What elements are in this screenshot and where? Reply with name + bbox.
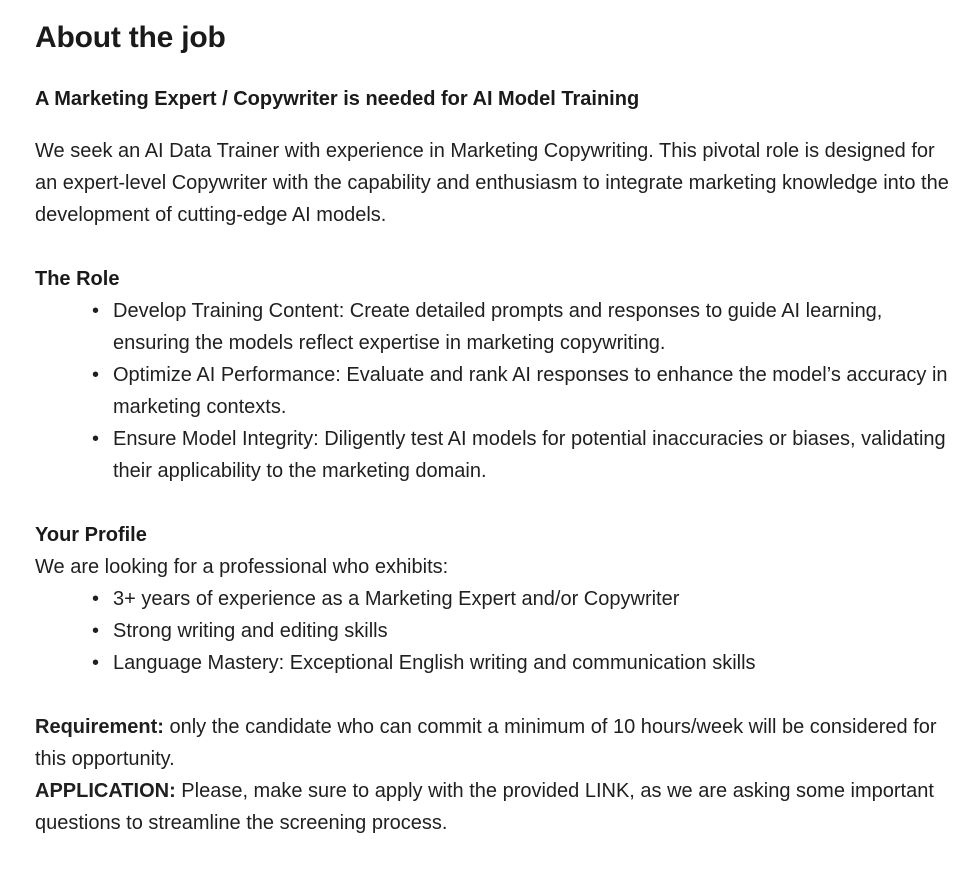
bullet-icon: • — [92, 620, 100, 642]
profile-list — [35, 583, 955, 679]
list-item — [92, 583, 955, 615]
list-item — [92, 615, 955, 647]
bullet-icon: • — [92, 652, 100, 674]
list-item-text: Strong writing and editing skills — [113, 620, 388, 642]
intro-paragraph: We seek an AI Data Trainer with experience in Marketing Copywriting. This pivotal role is designed for an expert-level Copywriter with the capability and enthusiasm to integrate marketing knowledge into the development of cutting-edge AI models. — [35, 140, 949, 226]
profile-heading: Your Profile — [35, 524, 147, 546]
page-title: About the job — [35, 21, 226, 54]
list-item-text: Ensure Model Integrity: Diligently test AI models for potential inaccuracies or biases, validating their applicability to the marketing domain. — [113, 428, 946, 482]
bullet-icon: • — [92, 588, 100, 610]
bullet-icon: • — [92, 428, 100, 450]
list-item-text: Optimize AI Performance: Evaluate and rank AI responses to enhance the model’s accuracy in marketing contexts. — [113, 364, 948, 418]
list-item — [92, 423, 955, 487]
list-item-text: 3+ years of experience as a Marketing Expert and/or Copywriter — [113, 588, 680, 610]
role-heading: The Role — [35, 268, 120, 290]
list-item — [92, 359, 955, 423]
requirement-label: Requirement: — [35, 716, 164, 738]
list-item-text: Language Mastery: Exceptional English writing and communication skills — [113, 652, 756, 674]
application-text: Please, make sure to apply with the provided LINK, as we are asking some important questions to streamline the screening process. — [35, 780, 934, 834]
list-item-text: Develop Training Content: Create detailed prompts and responses to guide AI learning, ensuring the models reflect expertise in marketing copywriting. — [113, 300, 883, 354]
list-item — [92, 647, 955, 679]
job-subtitle: A Marketing Expert / Copywriter is needed for AI Model Training — [35, 88, 640, 110]
profile-lead: We are looking for a professional who exhibits: — [35, 556, 449, 578]
application-paragraph — [35, 775, 955, 839]
list-item — [92, 295, 955, 359]
requirement-paragraph — [35, 711, 955, 775]
application-label: APPLICATION: — [35, 780, 176, 802]
requirement-text: only the candidate who can commit a minimum of 10 hours/week will be considered for this opportunity. — [35, 716, 937, 770]
bullet-icon: • — [92, 300, 100, 322]
bullet-icon: • — [92, 364, 100, 386]
role-list — [35, 295, 955, 487]
